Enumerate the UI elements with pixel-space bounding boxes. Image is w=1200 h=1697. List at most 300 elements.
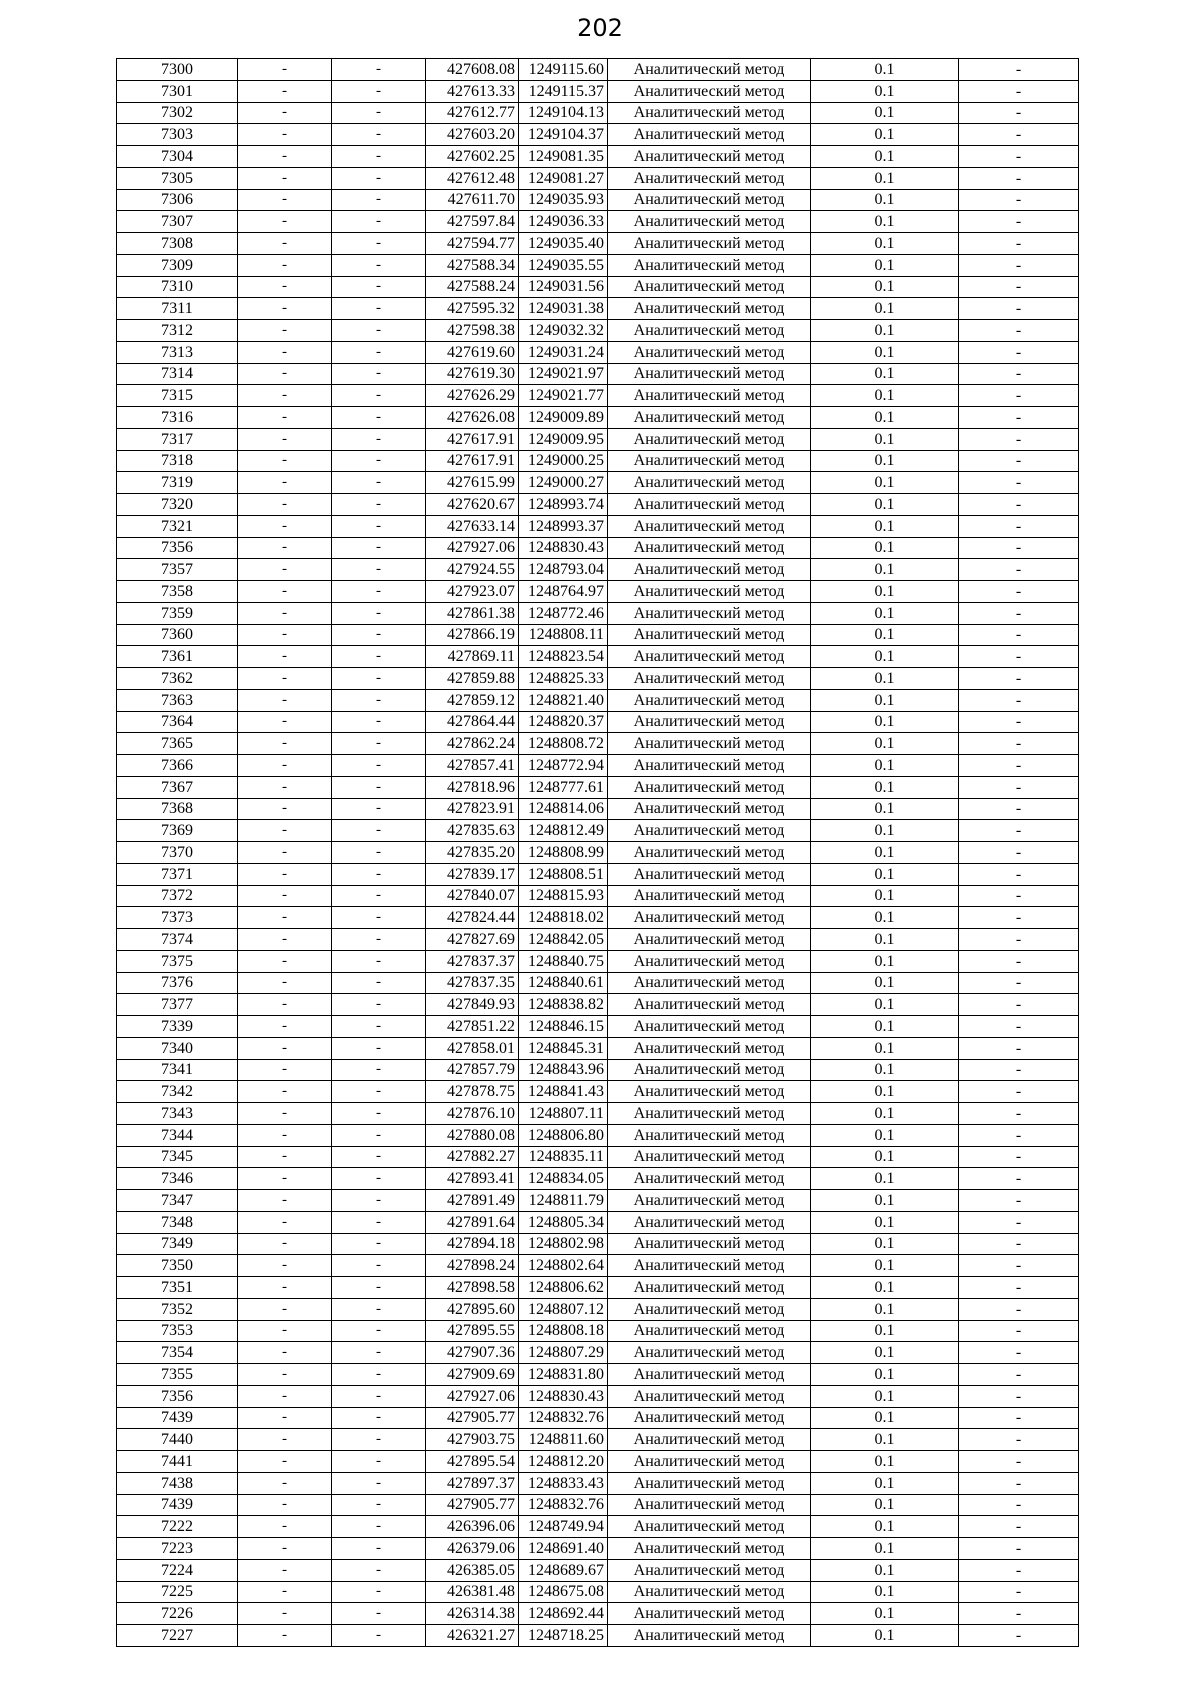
y-coordinate-cell: 1248843.96 [519,1059,608,1081]
dash-cell-b: - [332,537,426,559]
dash-cell-c: - [959,1451,1079,1473]
dash-cell-a: - [238,1538,332,1560]
dash-cell-a: - [238,189,332,211]
y-coordinate-cell: 1248802.98 [519,1233,608,1255]
dash-cell-c: - [959,776,1079,798]
dash-cell-a: - [238,1211,332,1233]
x-coordinate-cell: 427823.91 [426,798,519,820]
x-coordinate-cell: 426381.48 [426,1581,519,1603]
dash-cell-c: - [959,1037,1079,1059]
method-cell: Аналитический метод [608,1255,811,1277]
point-number-cell: 7372 [117,885,238,907]
dash-cell-b: - [332,624,426,646]
dash-cell-b: - [332,1364,426,1386]
dash-cell-c: - [959,1255,1079,1277]
table-row [117,537,1079,559]
point-number-cell: 7222 [117,1516,238,1538]
y-coordinate-cell: 1249115.37 [519,80,608,102]
method-cell: Аналитический метод [608,341,811,363]
accuracy-cell: 0.1 [811,842,959,864]
dash-cell-a: - [238,515,332,537]
method-cell: Аналитический метод [608,1037,811,1059]
x-coordinate-cell: 427859.12 [426,689,519,711]
accuracy-cell: 0.1 [811,929,959,951]
y-coordinate-cell: 1248802.64 [519,1255,608,1277]
table-row [117,1059,1079,1081]
y-coordinate-cell: 1248806.80 [519,1124,608,1146]
dash-cell-c: - [959,1429,1079,1451]
dash-cell-a: - [238,711,332,733]
method-cell: Аналитический метод [608,363,811,385]
dash-cell-c: - [959,1494,1079,1516]
method-cell: Аналитический метод [608,1516,811,1538]
dash-cell-b: - [332,233,426,255]
accuracy-cell: 0.1 [811,820,959,842]
x-coordinate-cell: 427905.77 [426,1407,519,1429]
dash-cell-a: - [238,1277,332,1299]
dash-cell-c: - [959,1146,1079,1168]
dash-cell-b: - [332,1559,426,1581]
dash-cell-c: - [959,1342,1079,1364]
dash-cell-b: - [332,776,426,798]
dash-cell-c: - [959,689,1079,711]
dash-cell-a: - [238,450,332,472]
dash-cell-a: - [238,798,332,820]
y-coordinate-cell: 1248811.60 [519,1429,608,1451]
dash-cell-a: - [238,146,332,168]
x-coordinate-cell: 427594.77 [426,233,519,255]
method-cell: Аналитический метод [608,907,811,929]
x-coordinate-cell: 427840.07 [426,885,519,907]
y-coordinate-cell: 1249009.89 [519,407,608,429]
accuracy-cell: 0.1 [811,1516,959,1538]
table-row [117,1429,1079,1451]
accuracy-cell: 0.1 [811,537,959,559]
method-cell: Аналитический метод [608,929,811,951]
dash-cell-a: - [238,1190,332,1212]
dash-cell-c: - [959,80,1079,102]
table-row [117,211,1079,233]
y-coordinate-cell: 1248840.61 [519,972,608,994]
accuracy-cell: 0.1 [811,1255,959,1277]
y-coordinate-cell: 1249035.55 [519,254,608,276]
y-coordinate-cell: 1248820.37 [519,711,608,733]
y-coordinate-cell: 1248691.40 [519,1538,608,1560]
method-cell: Аналитический метод [608,1081,811,1103]
dash-cell-c: - [959,1168,1079,1190]
table-row [117,1581,1079,1603]
dash-cell-b: - [332,320,426,342]
dash-cell-c: - [959,1407,1079,1429]
accuracy-cell: 0.1 [811,1016,959,1038]
accuracy-cell: 0.1 [811,1559,959,1581]
table-row [117,1625,1079,1647]
table-row [117,298,1079,320]
dash-cell-a: - [238,80,332,102]
point-number-cell: 7375 [117,950,238,972]
dash-cell-c: - [959,972,1079,994]
accuracy-cell: 0.1 [811,907,959,929]
accuracy-cell: 0.1 [811,1081,959,1103]
method-cell: Аналитический метод [608,1429,811,1451]
y-coordinate-cell: 1248811.79 [519,1190,608,1212]
dash-cell-a: - [238,1342,332,1364]
x-coordinate-cell: 426314.38 [426,1603,519,1625]
dash-cell-c: - [959,798,1079,820]
table-row [117,755,1079,777]
point-number-cell: 7315 [117,385,238,407]
method-cell: Аналитический метод [608,1016,811,1038]
x-coordinate-cell: 427895.55 [426,1320,519,1342]
method-cell: Аналитический метод [608,1298,811,1320]
method-cell: Аналитический метод [608,733,811,755]
accuracy-cell: 0.1 [811,863,959,885]
accuracy-cell: 0.1 [811,1581,959,1603]
table-row [117,167,1079,189]
dash-cell-a: - [238,1320,332,1342]
dash-cell-a: - [238,689,332,711]
point-number-cell: 7438 [117,1472,238,1494]
accuracy-cell: 0.1 [811,668,959,690]
dash-cell-c: - [959,472,1079,494]
method-cell: Аналитический метод [608,1059,811,1081]
dash-cell-a: - [238,929,332,951]
dash-cell-c: - [959,624,1079,646]
table-row [117,276,1079,298]
method-cell: Аналитический метод [608,994,811,1016]
dash-cell-c: - [959,1233,1079,1255]
accuracy-cell: 0.1 [811,1146,959,1168]
table-row [117,1516,1079,1538]
point-number-cell: 7347 [117,1190,238,1212]
point-number-cell: 7370 [117,842,238,864]
x-coordinate-cell: 427849.93 [426,994,519,1016]
method-cell: Аналитический метод [608,233,811,255]
point-number-cell: 7365 [117,733,238,755]
x-coordinate-cell: 427612.77 [426,102,519,124]
point-number-cell: 7440 [117,1429,238,1451]
x-coordinate-cell: 427895.54 [426,1451,519,1473]
accuracy-cell: 0.1 [811,1364,959,1386]
dash-cell-c: - [959,1211,1079,1233]
point-number-cell: 7303 [117,124,238,146]
table-row [117,776,1079,798]
y-coordinate-cell: 1249031.56 [519,276,608,298]
method-cell: Аналитический метод [608,646,811,668]
x-coordinate-cell: 426385.05 [426,1559,519,1581]
accuracy-cell: 0.1 [811,146,959,168]
accuracy-cell: 0.1 [811,1168,959,1190]
dash-cell-b: - [332,494,426,516]
y-coordinate-cell: 1249032.32 [519,320,608,342]
point-number-cell: 7439 [117,1407,238,1429]
table-row [117,624,1079,646]
accuracy-cell: 0.1 [811,124,959,146]
x-coordinate-cell: 427880.08 [426,1124,519,1146]
accuracy-cell: 0.1 [811,450,959,472]
y-coordinate-cell: 1248814.06 [519,798,608,820]
dash-cell-c: - [959,602,1079,624]
method-cell: Аналитический метод [608,189,811,211]
y-coordinate-cell: 1249081.27 [519,167,608,189]
x-coordinate-cell: 427927.06 [426,537,519,559]
dash-cell-b: - [332,1603,426,1625]
point-number-cell: 7362 [117,668,238,690]
table-row [117,472,1079,494]
dash-cell-c: - [959,863,1079,885]
accuracy-cell: 0.1 [811,559,959,581]
dash-cell-c: - [959,407,1079,429]
method-cell: Аналитический метод [608,1538,811,1560]
dash-cell-c: - [959,1298,1079,1320]
y-coordinate-cell: 1249035.93 [519,189,608,211]
accuracy-cell: 0.1 [811,755,959,777]
dash-cell-a: - [238,407,332,429]
method-cell: Аналитический метод [608,1603,811,1625]
x-coordinate-cell: 427608.08 [426,59,519,81]
method-cell: Аналитический метод [608,254,811,276]
x-coordinate-cell: 427907.36 [426,1342,519,1364]
dash-cell-c: - [959,885,1079,907]
method-cell: Аналитический метод [608,624,811,646]
point-number-cell: 7343 [117,1103,238,1125]
y-coordinate-cell: 1248825.33 [519,668,608,690]
y-coordinate-cell: 1249009.95 [519,428,608,450]
dash-cell-a: - [238,1037,332,1059]
method-cell: Аналитический метод [608,385,811,407]
dash-cell-b: - [332,646,426,668]
dash-cell-c: - [959,102,1079,124]
method-cell: Аналитический метод [608,124,811,146]
x-coordinate-cell: 427891.49 [426,1190,519,1212]
dash-cell-b: - [332,972,426,994]
table-row [117,842,1079,864]
x-coordinate-cell: 427893.41 [426,1168,519,1190]
accuracy-cell: 0.1 [811,167,959,189]
x-coordinate-cell: 427898.24 [426,1255,519,1277]
y-coordinate-cell: 1248807.12 [519,1298,608,1320]
table-row [117,1320,1079,1342]
dash-cell-c: - [959,1385,1079,1407]
point-number-cell: 7360 [117,624,238,646]
accuracy-cell: 0.1 [811,494,959,516]
accuracy-cell: 0.1 [811,1342,959,1364]
method-cell: Аналитический метод [608,146,811,168]
dash-cell-a: - [238,863,332,885]
dash-cell-c: - [959,711,1079,733]
table-row [117,320,1079,342]
accuracy-cell: 0.1 [811,1190,959,1212]
accuracy-cell: 0.1 [811,581,959,603]
table-row [117,1277,1079,1299]
method-cell: Аналитический метод [608,1559,811,1581]
accuracy-cell: 0.1 [811,428,959,450]
point-number-cell: 7226 [117,1603,238,1625]
accuracy-cell: 0.1 [811,1603,959,1625]
y-coordinate-cell: 1248808.11 [519,624,608,646]
method-cell: Аналитический метод [608,320,811,342]
y-coordinate-cell: 1248832.76 [519,1407,608,1429]
point-number-cell: 7353 [117,1320,238,1342]
accuracy-cell: 0.1 [811,80,959,102]
accuracy-cell: 0.1 [811,798,959,820]
dash-cell-a: - [238,1385,332,1407]
x-coordinate-cell: 427895.60 [426,1298,519,1320]
table-row [117,1103,1079,1125]
x-coordinate-cell: 427866.19 [426,624,519,646]
table-row [117,994,1079,1016]
method-cell: Аналитический метод [608,1233,811,1255]
dash-cell-c: - [959,1625,1079,1647]
dash-cell-a: - [238,167,332,189]
dash-cell-a: - [238,755,332,777]
dash-cell-a: - [238,298,332,320]
accuracy-cell: 0.1 [811,515,959,537]
dash-cell-c: - [959,842,1079,864]
dash-cell-a: - [238,1603,332,1625]
point-number-cell: 7341 [117,1059,238,1081]
dash-cell-a: - [238,646,332,668]
x-coordinate-cell: 427851.22 [426,1016,519,1038]
dash-cell-b: - [332,1538,426,1560]
dash-cell-b: - [332,1146,426,1168]
method-cell: Аналитический метод [608,211,811,233]
dash-cell-b: - [332,1081,426,1103]
dash-cell-a: - [238,428,332,450]
method-cell: Аналитический метод [608,1407,811,1429]
dash-cell-a: - [238,320,332,342]
dash-cell-a: - [238,1581,332,1603]
dash-cell-b: - [332,733,426,755]
dash-cell-b: - [332,1190,426,1212]
method-cell: Аналитический метод [608,537,811,559]
dash-cell-c: - [959,950,1079,972]
accuracy-cell: 0.1 [811,885,959,907]
dash-cell-c: - [959,494,1079,516]
point-number-cell: 7302 [117,102,238,124]
y-coordinate-cell: 1249104.37 [519,124,608,146]
method-cell: Аналитический метод [608,298,811,320]
dash-cell-b: - [332,1494,426,1516]
dash-cell-b: - [332,1298,426,1320]
table-row [117,450,1079,472]
table-row [117,1538,1079,1560]
dash-cell-a: - [238,1124,332,1146]
y-coordinate-cell: 1248830.43 [519,537,608,559]
dash-cell-c: - [959,59,1079,81]
dash-cell-b: - [332,907,426,929]
dash-cell-c: - [959,189,1079,211]
x-coordinate-cell: 427837.37 [426,950,519,972]
x-coordinate-cell: 427827.69 [426,929,519,951]
method-cell: Аналитический метод [608,798,811,820]
point-number-cell: 7301 [117,80,238,102]
method-cell: Аналитический метод [608,885,811,907]
x-coordinate-cell: 427613.33 [426,80,519,102]
dash-cell-b: - [332,1037,426,1059]
method-cell: Аналитический метод [608,863,811,885]
y-coordinate-cell: 1248692.44 [519,1603,608,1625]
dash-cell-a: - [238,820,332,842]
dash-cell-b: - [332,1103,426,1125]
x-coordinate-cell: 427857.79 [426,1059,519,1081]
dash-cell-a: - [238,341,332,363]
y-coordinate-cell: 1248808.18 [519,1320,608,1342]
dash-cell-b: - [332,80,426,102]
dash-cell-c: - [959,1081,1079,1103]
x-coordinate-cell: 427818.96 [426,776,519,798]
accuracy-cell: 0.1 [811,298,959,320]
method-cell: Аналитический метод [608,1451,811,1473]
accuracy-cell: 0.1 [811,950,959,972]
table-row [117,233,1079,255]
dash-cell-a: - [238,668,332,690]
dash-cell-a: - [238,254,332,276]
table-row [117,1211,1079,1233]
dash-cell-c: - [959,929,1079,951]
dash-cell-c: - [959,907,1079,929]
table-row [117,385,1079,407]
y-coordinate-cell: 1248808.99 [519,842,608,864]
table-row [117,1472,1079,1494]
point-number-cell: 7312 [117,320,238,342]
point-number-cell: 7223 [117,1538,238,1560]
dash-cell-c: - [959,1559,1079,1581]
point-number-cell: 7224 [117,1559,238,1581]
dash-cell-b: - [332,1625,426,1647]
table-row [117,515,1079,537]
point-number-cell: 7310 [117,276,238,298]
accuracy-cell: 0.1 [811,363,959,385]
point-number-cell: 7300 [117,59,238,81]
method-cell: Аналитический метод [608,1494,811,1516]
y-coordinate-cell: 1249031.24 [519,341,608,363]
x-coordinate-cell: 427897.37 [426,1472,519,1494]
method-cell: Аналитический метод [608,1472,811,1494]
y-coordinate-cell: 1248993.37 [519,515,608,537]
dash-cell-a: - [238,1233,332,1255]
dash-cell-b: - [332,602,426,624]
dash-cell-c: - [959,1190,1079,1212]
dash-cell-a: - [238,1625,332,1647]
dash-cell-c: - [959,385,1079,407]
accuracy-cell: 0.1 [811,1451,959,1473]
x-coordinate-cell: 427835.63 [426,820,519,842]
method-cell: Аналитический метод [608,1385,811,1407]
table-row [117,646,1079,668]
coordinates-table [116,58,1079,1647]
y-coordinate-cell: 1248772.94 [519,755,608,777]
dash-cell-a: - [238,1516,332,1538]
dash-cell-b: - [332,798,426,820]
y-coordinate-cell: 1248993.74 [519,494,608,516]
point-number-cell: 7317 [117,428,238,450]
table-row [117,1364,1079,1386]
dash-cell-a: - [238,1168,332,1190]
dash-cell-a: - [238,842,332,864]
dash-cell-b: - [332,842,426,864]
point-number-cell: 7357 [117,559,238,581]
y-coordinate-cell: 1248675.08 [519,1581,608,1603]
y-coordinate-cell: 1248777.61 [519,776,608,798]
accuracy-cell: 0.1 [811,733,959,755]
point-number-cell: 7369 [117,820,238,842]
point-number-cell: 7225 [117,1581,238,1603]
dash-cell-b: - [332,1472,426,1494]
point-number-cell: 7366 [117,755,238,777]
dash-cell-b: - [332,102,426,124]
point-number-cell: 7307 [117,211,238,233]
